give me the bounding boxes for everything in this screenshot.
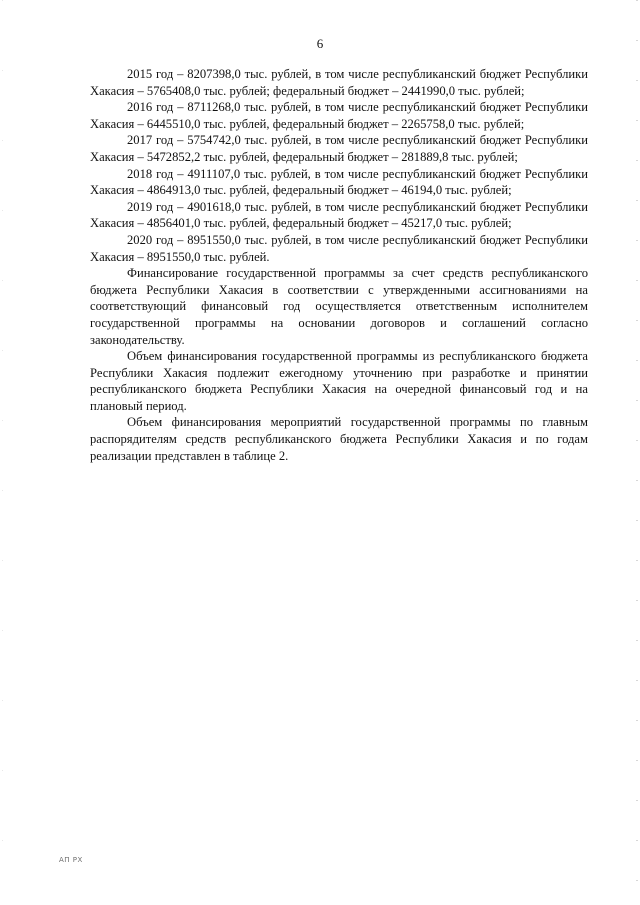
archive-stamp-mark: АП РХ bbox=[59, 856, 83, 864]
paragraph-funding-2020: 2020 год – 8951550,0 тыс. рублей, в том числе республиканский бюджет Республики Хакасия – 8951550,0 тыс. рублей. bbox=[90, 232, 588, 264]
paragraph-financing-method: Финансирование государственной программы за счет средств республиканского бюджета Республики Хакасия в соответствии с утвержденными ассигнованиями на соответствующий финансовый год осуществляется ответственным исполнителем государственной программы на основании договоров и соглашений согласно законодательству. bbox=[90, 266, 588, 347]
paragraph-table-reference: Объем финансирования мероприятий государственной программы по главным распорядителям средств республиканского бюджета Республики Хакасия и по годам реализации представлен в таблице 2. bbox=[90, 415, 588, 463]
paragraph-funding-2016: 2016 год – 8711268,0 тыс. рублей, в том числе республиканский бюджет Республики Хакасия – 6445510,0 тыс. рублей, федеральный бюджет – 2265758,0 тыс. рублей; bbox=[90, 100, 588, 131]
paragraph-annual-adjustment: Объем финансирования государственной программы из республиканского бюджета Республики Хакасия подлежит ежегодному уточнению при разработке и принятии республиканского бюджета Республики Хакасия на очередной финансовый год и на плановый период. bbox=[90, 349, 588, 413]
paragraph-funding-2019: 2019 год – 4901618,0 тыс. рублей, в том числе республиканский бюджет Республики Хакасия – 4856401,0 тыс. рублей, федеральный бюджет – 45217,0 тыс. рублей; bbox=[90, 199, 588, 231]
scan-edge-right bbox=[636, 0, 638, 905]
paragraph-funding-2017: 2017 год – 5754742,0 тыс. рублей, в том числе республиканский бюджет Республики Хакасия – 5472852,2 тыс. рублей, федеральный бюджет – 281889,8 тыс. рублей; bbox=[90, 133, 588, 164]
document-body bbox=[90, 66, 588, 464]
paragraph-funding-2018: 2018 год – 4911107,0 тыс. рублей, в том числе республиканский бюджет Республики Хакасия – 4864913,0 тыс. рублей, федеральный бюджет – 46194,0 тыс. рублей; bbox=[90, 166, 588, 198]
scan-edge-left bbox=[2, 0, 3, 905]
page-number: 6 bbox=[316, 36, 324, 51]
paragraph-funding-2015: 2015 год – 8207398,0 тыс. рублей, в том числе республиканский бюджет Республики Хакасия – 5765408,0 тыс. рублей; федеральный бюджет – 2441990,0 тыс. рублей; bbox=[90, 67, 588, 98]
